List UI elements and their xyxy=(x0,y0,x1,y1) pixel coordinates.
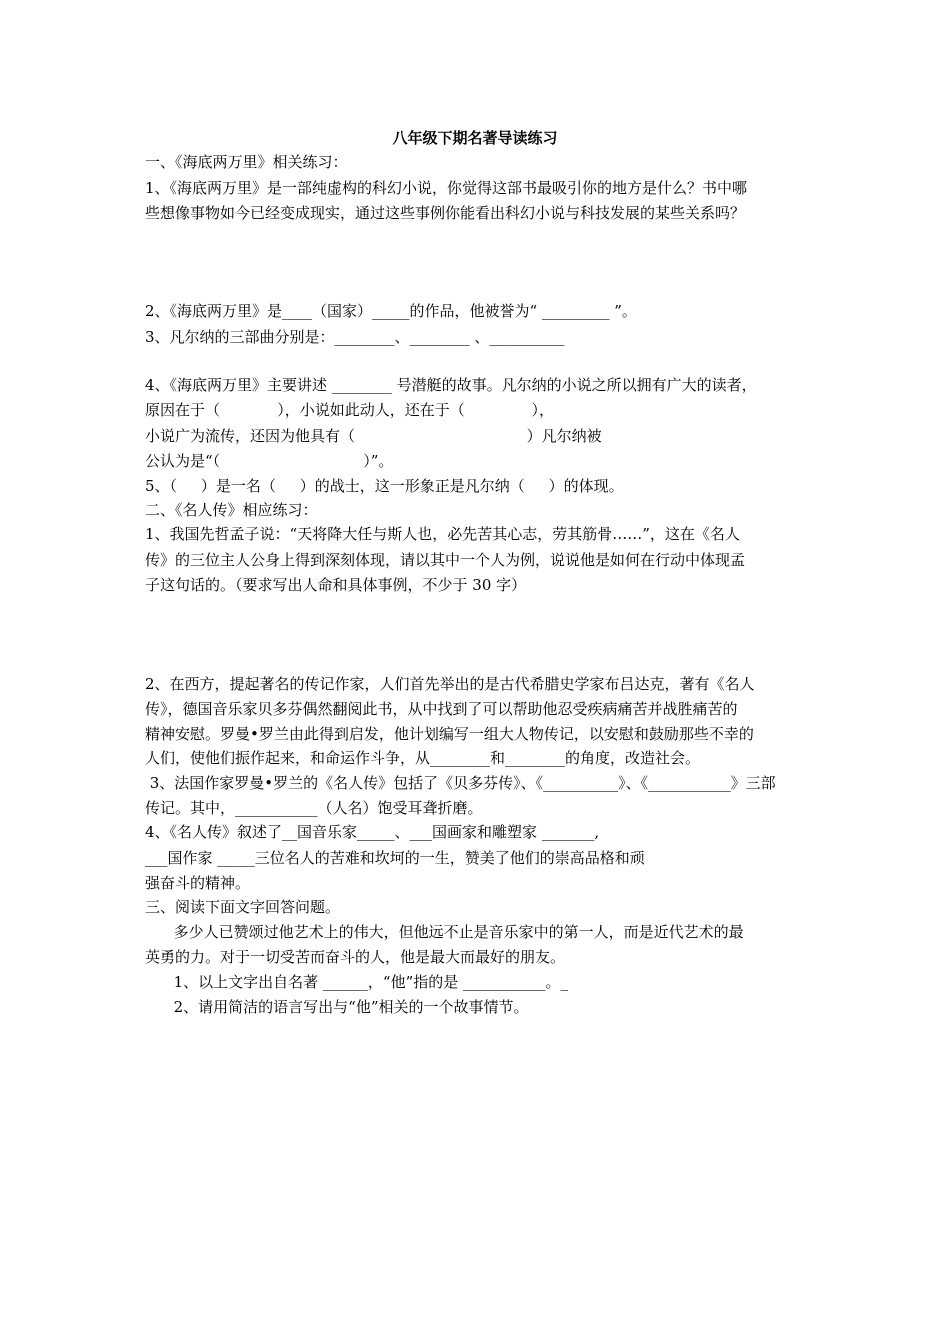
question-3-1: 1、以上文字出自名著 ______，“他”指的是 ___________。_ xyxy=(145,973,569,991)
question-1-5: 5、（ ）是一名（ ）的战士，这一形象正是凡尔纳（ ）的体现。 xyxy=(145,477,624,495)
section-3-heading: 三、阅读下面文字回答问题。 xyxy=(145,898,341,916)
page-title: 八年级下期名著导读练习 xyxy=(392,129,558,147)
section-2-heading: 二、《名人传》相应练习： xyxy=(145,501,318,519)
question-1-4-line-1: 4、《海底两万里》主要讲述 ________ 号潜艇的故事。凡尔纳的小说之所以拥有广大的读者， xyxy=(145,376,757,394)
reading-passage-line-1: 多少人已赞颂过他艺术上的伟大，但他远不止是音乐家中的第一人，而是近代艺术的最 xyxy=(145,923,744,941)
question-2-1-line-1: 1、我国先哲孟子说：“天将降大任与斯人也，必先苦其心志，劳其筋骨……”，这在《名人 xyxy=(145,525,740,543)
reading-passage-line-2: 英勇的力。对于一切受苦而奋斗的人，他是最大而最好的朋友。 xyxy=(145,948,566,966)
question-2-1-line-3: 子这句话的。（要求写出人命和具体事例，不少于 30 字） xyxy=(145,576,527,594)
question-2-4-line-1: 4、《名人传》叙述了__国音乐家_____、___国画家和雕塑家 _______, xyxy=(145,823,600,841)
question-1-4-line-3: 小说广为流传，还因为他具有（ ）凡尔纳被 xyxy=(145,427,602,445)
question-2-3-line-2: 传记。其中，___________（人名）饱受耳聋折磨。 xyxy=(145,799,483,817)
question-3-2: 2、请用简洁的语言写出与“他”相关的一个故事情节。 xyxy=(145,998,529,1016)
question-1-4-line-4: 公认为是“（ ）”。 xyxy=(145,452,394,470)
question-2-2-line-1: 2、在西方，提起著名的传记作家，人们首先举出的是古代希腊史学家布吕达克，著有《名人 xyxy=(145,675,755,693)
question-2-2-line-4: 人们，使他们振作起来，和命运作斗争，从________和________的角度，改造社会。 xyxy=(145,749,701,767)
question-1-2: 2、《海底两万里》是____（国家）_____的作品，他被誉为“ _________ ”。 xyxy=(145,302,637,320)
question-2-3-line-1: 3、法国作家罗曼•罗兰的《名人传》包括了《贝多芬传》、《__________》、《___________》三部 xyxy=(145,774,776,792)
question-1-3: 3、凡尔纳的三部曲分别是：________、________ 、__________ xyxy=(145,328,565,346)
question-1-4-line-2: 原因在于（ ），小说如此动人，还在于（ ）， xyxy=(145,401,554,419)
question-2-2-line-3: 精神安慰。罗曼•罗兰由此得到启发，他计划编写一组大人物传记，以安慰和鼓励那些不幸的 xyxy=(145,725,754,743)
section-1-heading: 一、《海底两万里》相关练习： xyxy=(145,153,348,171)
question-2-2-line-2: 传》，德国音乐家贝多芬偶然翻阅此书，从中找到了可以帮助他忍受疾病痛苦并战胜痛苦的 xyxy=(145,700,738,718)
question-2-4-line-3: 强奋斗的精神。 xyxy=(145,874,251,892)
question-1-1-line-1: 1、《海底两万里》是一部纯虚构的科幻小说，你觉得这部书最吸引你的地方是什么？书中哪 xyxy=(145,179,748,197)
question-2-4-line-2: ___国作家 _____三位名人的苦难和坎坷的一生，赞美了他们的崇高品格和顽 xyxy=(145,849,645,867)
question-1-1-line-2: 些想像事物如今已经变成现实，通过这些事例你能看出科幻小说与科技发展的某些关系吗？ xyxy=(145,204,746,222)
question-2-1-line-2: 传》的三位主人公身上得到深刻体现，请以其中一个人为例，说说他是如何在行动中体现孟 xyxy=(145,551,746,569)
